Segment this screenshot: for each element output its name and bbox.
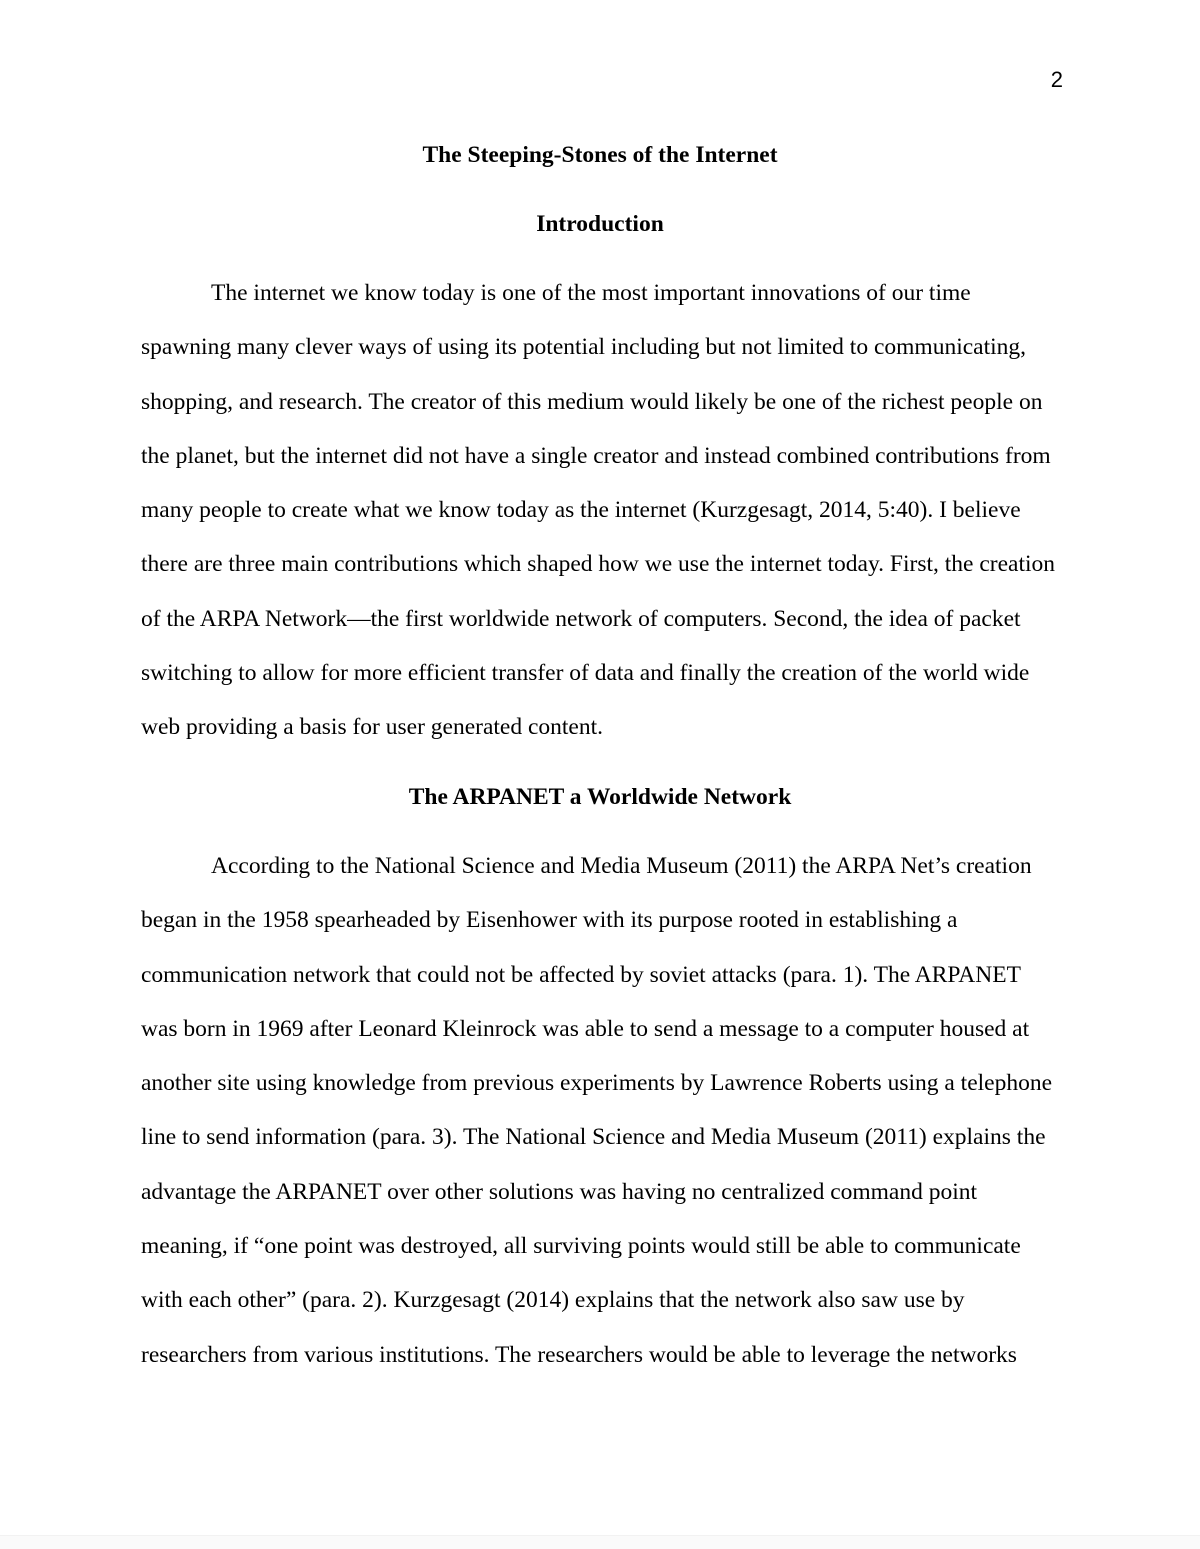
text-line: communication network that could not be affected by soviet attacks (para. 1). The ARPANET	[141, 961, 1021, 988]
text-line: meaning, if “one point was destroyed, all surviving points would still be able to communicate	[141, 1233, 1021, 1260]
section-heading-arpanet: The ARPANET a Worldwide Network	[408, 784, 792, 810]
text-line: web providing a basis for user generated content.	[141, 714, 604, 741]
text-line: was born in 1969 after Leonard Kleinrock was able to send a message to a computer housed at	[141, 1015, 1030, 1042]
text-line: many people to create what we know today as the internet (Kurzgesagt, 2014, 5:40). I believe	[141, 497, 1021, 524]
text-line: According to the National Science and Media Museum (2011) the ARPA Net’s creation	[211, 853, 1032, 879]
section-heading-introduction: Introduction	[536, 211, 664, 237]
text-line: line to send information (para. 3). The National Science and Media Museum (2011) explains the	[141, 1124, 1046, 1151]
text-line: The internet we know today is one of the most important innovations of our time	[211, 280, 971, 306]
text-line: advantage the ARPANET over other solutions was having no centralized command point	[141, 1178, 978, 1205]
text-line: the planet, but the internet did not have a single creator and instead combined contributions from	[141, 442, 1051, 469]
text-line: began in the 1958 spearheaded by Eisenhower with its purpose rooted in establishing a	[141, 907, 958, 934]
text-line: of the ARPA Network—the first worldwide network of computers. Second, the idea of packet	[141, 605, 1021, 632]
paragraph-introduction	[141, 266, 1059, 755]
text-line: spawning many clever ways of using its potential including but not limited to communicating,	[141, 334, 1027, 361]
text-line: researchers from various institutions. The researchers would be able to leverage the networks	[141, 1341, 1017, 1368]
text-line: another site using knowledge from previous experiments by Lawrence Roberts using a telephone	[141, 1070, 1053, 1097]
text-line: with each other” (para. 2). Kurzgesagt (2014) explains that the network also saw use by	[141, 1287, 965, 1314]
text-line: switching to allow for more efficient transfer of data and finally the creation of the world wide	[141, 660, 1030, 687]
document-title: The Steeping-Stones of the Internet	[422, 142, 778, 168]
bottom-edge-strip	[0, 1535, 1200, 1549]
text-line: there are three main contributions which shaped how we use the internet today. First, the creation	[141, 551, 1056, 578]
text-line: shopping, and research. The creator of this medium would likely be one of the richest people on	[141, 388, 1043, 415]
paragraph-arpanet	[141, 839, 1059, 1382]
page-number: 2	[1050, 67, 1063, 92]
